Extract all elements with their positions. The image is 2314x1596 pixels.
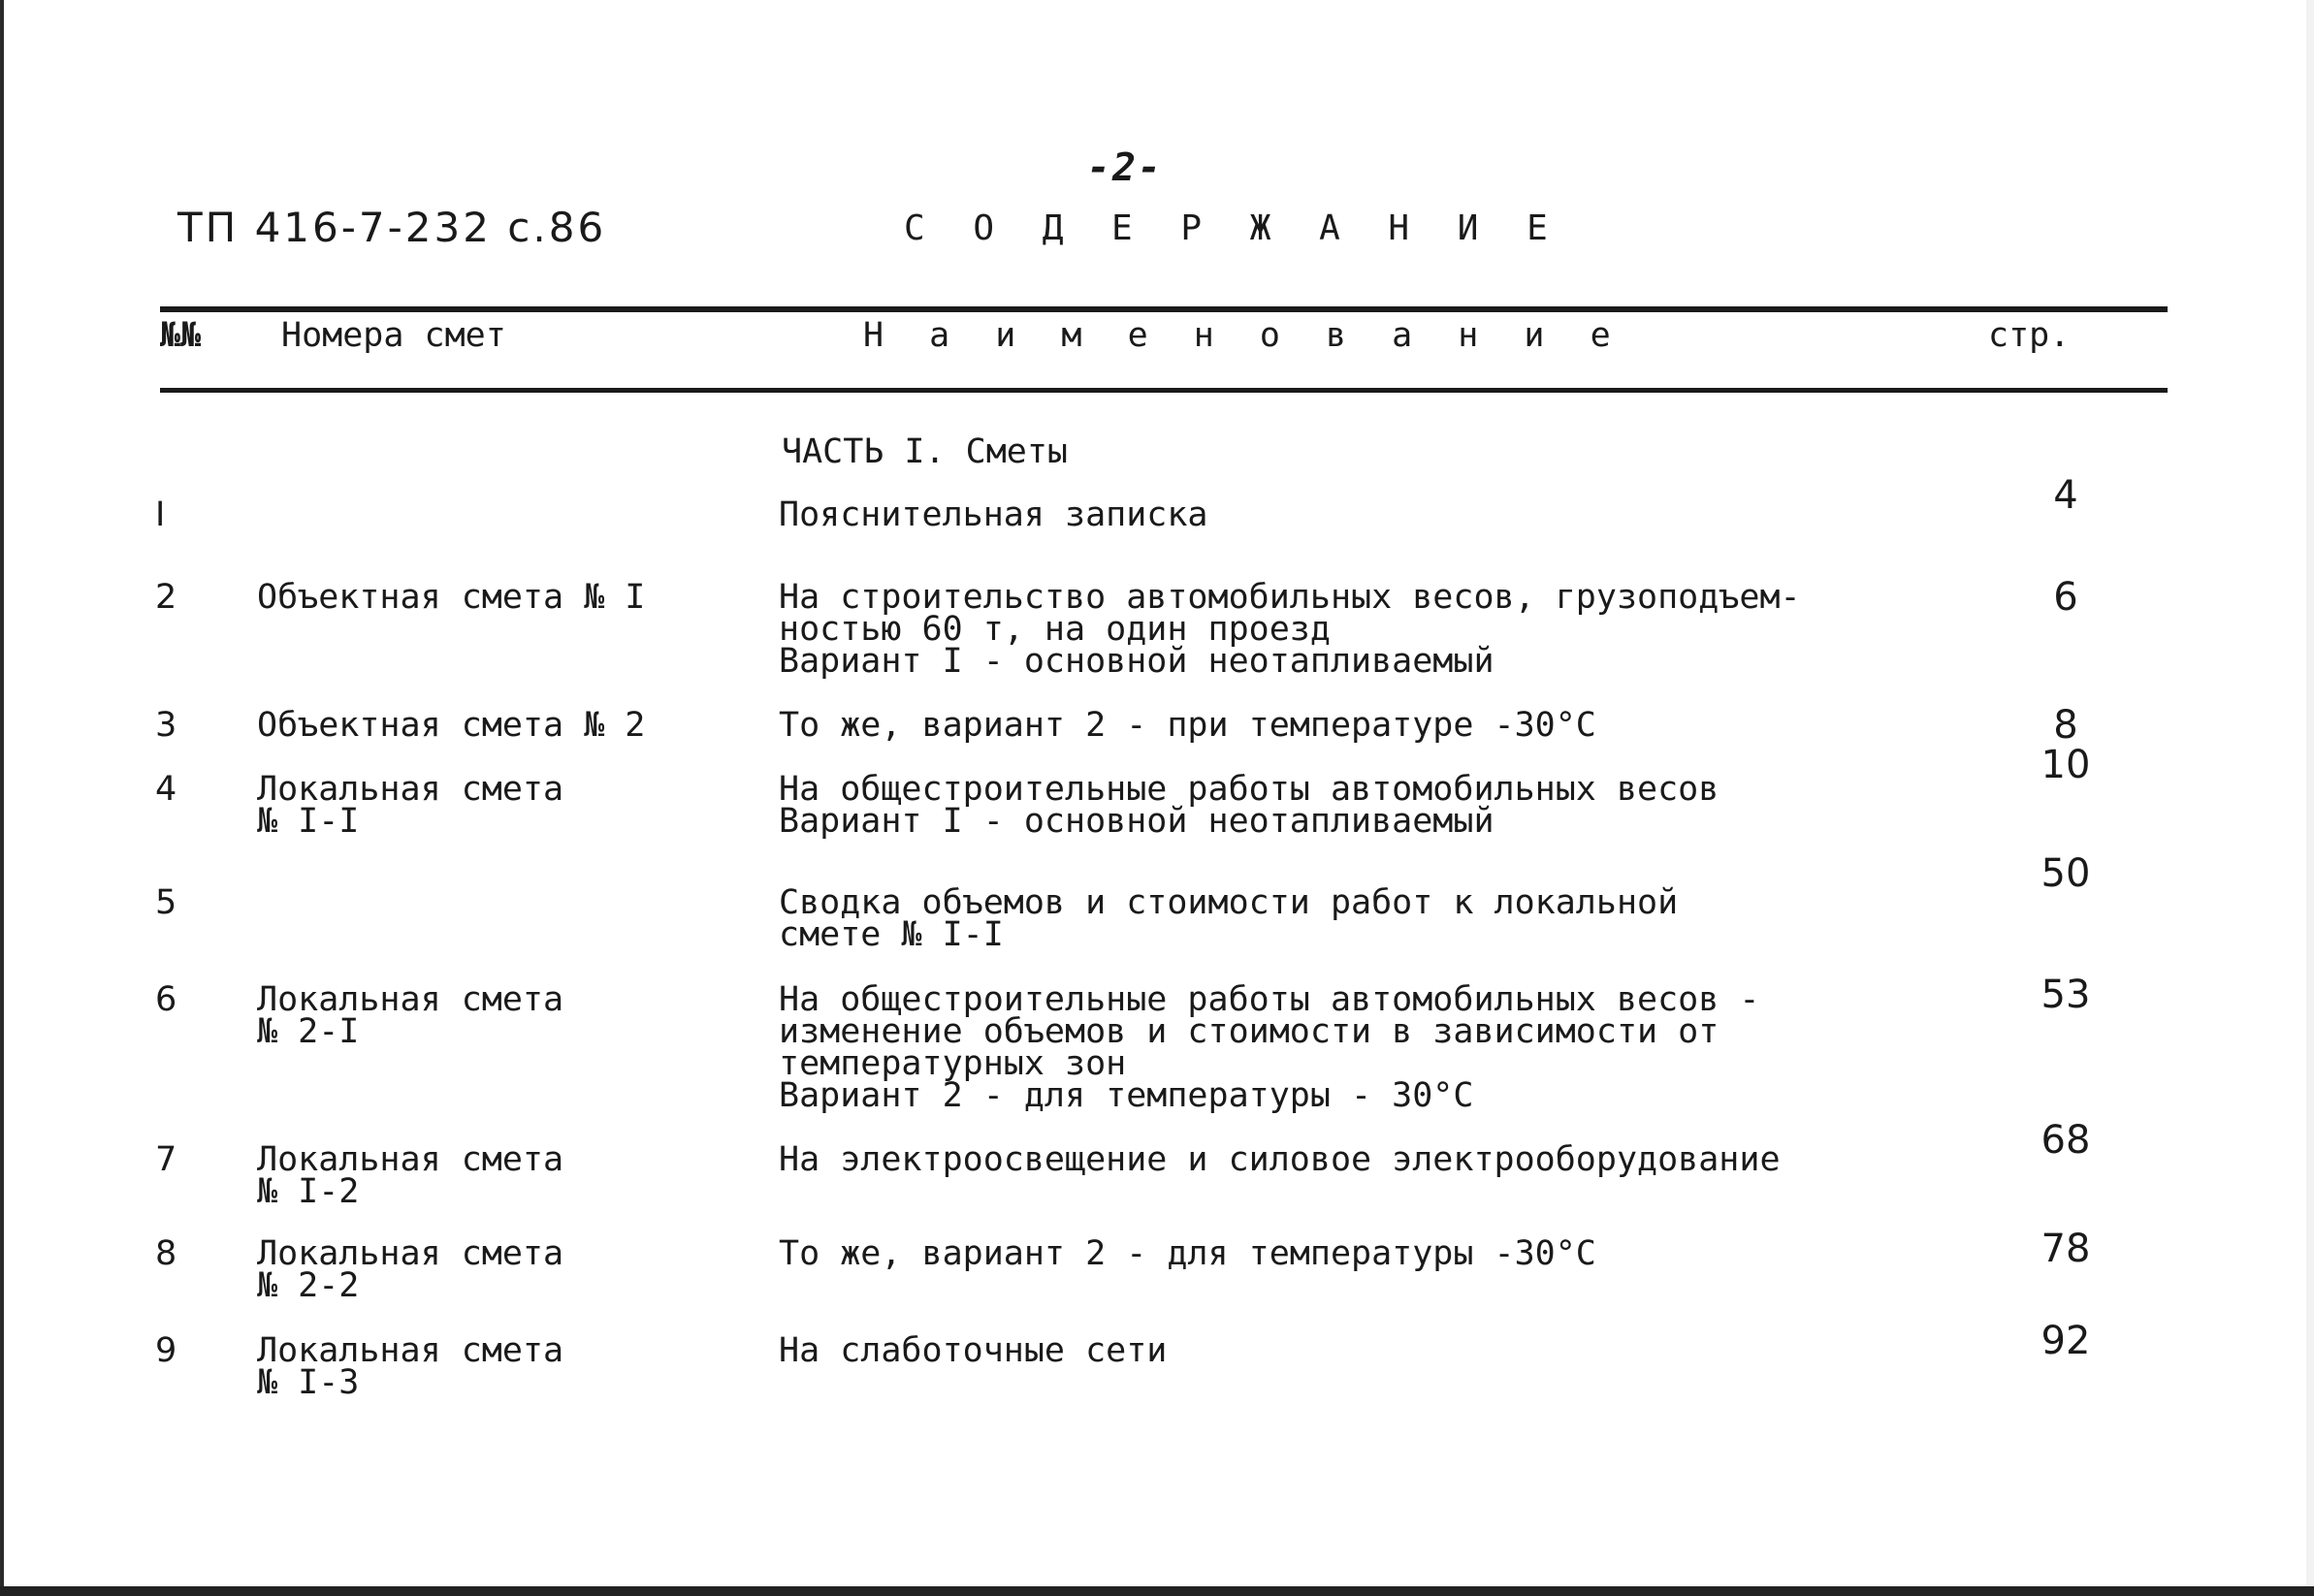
row-estimate-number (257, 980, 761, 1051)
row-number: 4 (155, 770, 177, 809)
section-label: ЧАСТЬ I. Сметы (782, 432, 1069, 471)
row-page-number: 68 (2041, 1118, 2091, 1163)
description-line: На общестроительные работы автомобильных весов - (779, 980, 1760, 1019)
description-line: смете № I-I (779, 915, 1004, 954)
table-header-rule (160, 388, 2168, 393)
estimate-line: Локальная смета (257, 1140, 564, 1179)
row-number: 7 (155, 1140, 177, 1179)
column-header-page: стр. (1988, 316, 2071, 355)
estimate-line: Локальная смета (257, 770, 564, 809)
row-number: 2 (155, 578, 177, 617)
row-description (779, 495, 1846, 534)
description-line: температурных зон (779, 1044, 1127, 1083)
row-page-number: 4 (2053, 473, 2078, 518)
description-line: Пояснительная записка (779, 495, 1208, 534)
row-page-number: 92 (2041, 1319, 2091, 1363)
description-line: Вариант I - основной неотапливаемый (779, 802, 1494, 841)
row-number: 5 (155, 883, 177, 922)
estimate-line: № I-2 (257, 1172, 360, 1211)
estimate-line: № 2-I (257, 1012, 360, 1051)
row-description (779, 1331, 1846, 1370)
description-line: Вариант I - основной неотапливаемый (779, 642, 1494, 681)
row-number: I (155, 495, 166, 534)
row-page-number: 53 (2041, 973, 2091, 1017)
row-number: 6 (155, 980, 177, 1019)
row-page-number: 6 (2053, 575, 2078, 620)
scan-edge-left (0, 0, 4, 1596)
estimate-line: Локальная смета (257, 1331, 564, 1370)
description-line: На общестроительные работы автомобильных весов (779, 770, 1719, 809)
table-top-rule (160, 306, 2168, 312)
column-header-estimate-number: Номера смет (281, 316, 506, 355)
row-page-number: 8 (2053, 703, 2078, 748)
description-line: Вариант 2 - для температуры - 30°С (779, 1076, 1474, 1115)
description-line: То же, вариант 2 - для температуры -30°С (779, 1234, 1596, 1273)
estimate-line: Объектная смета № 2 (257, 706, 646, 745)
description-line: ностью 60 т, на один проезд (779, 610, 1331, 649)
scan-edge-bottom (0, 1586, 2314, 1596)
row-estimate-number (257, 1331, 761, 1402)
document-code: ТП 416-7-232 с.86 (177, 204, 607, 251)
description-line: На слаботочные сети (779, 1331, 1168, 1370)
row-page-number: 10 (2041, 743, 2091, 787)
description-line: Сводка объемов и стоимости работ к локальной (779, 883, 1679, 922)
description-line: То же, вариант 2 - при температуре -30°С (779, 706, 1596, 745)
description-line: На строительство автомобильных весов, грузоподъем- (779, 578, 1801, 617)
column-header-number: №№ (160, 316, 202, 355)
row-page-number: 50 (2041, 851, 2091, 896)
scan-edge-right (2306, 0, 2314, 1596)
estimate-line: № 2-2 (257, 1266, 360, 1305)
description-line: На электроосвещение и силовое электрооборудование (779, 1140, 1781, 1179)
page-number: -2- (1086, 145, 1164, 190)
row-description (779, 1140, 1846, 1179)
estimate-line: № I-3 (257, 1363, 360, 1402)
row-estimate-number (257, 706, 761, 745)
row-page-number: 78 (2041, 1227, 2091, 1271)
row-estimate-number (257, 578, 761, 617)
estimate-line: Локальная смета (257, 1234, 564, 1273)
document-title: С О Д Е Р Ж А Н И Е (904, 208, 1561, 248)
column-header-name: Н а и м е н о в а н и е (863, 316, 1623, 355)
estimate-line: Объектная смета № I (257, 578, 646, 617)
row-estimate-number (257, 1140, 761, 1211)
row-description (779, 706, 1846, 745)
row-description (779, 578, 1846, 681)
row-number: 8 (155, 1234, 177, 1273)
row-description (779, 980, 1846, 1115)
estimate-line: Локальная смета (257, 980, 564, 1019)
description-line: изменение объемов и стоимости в зависимости от (779, 1012, 1719, 1051)
row-description (779, 770, 1846, 841)
row-number: 9 (155, 1331, 177, 1370)
estimate-line: № I-I (257, 802, 360, 841)
row-estimate-number (257, 770, 761, 841)
row-estimate-number (257, 1234, 761, 1305)
row-number: 3 (155, 706, 177, 745)
row-description (779, 1234, 1846, 1273)
row-description (779, 883, 1846, 954)
